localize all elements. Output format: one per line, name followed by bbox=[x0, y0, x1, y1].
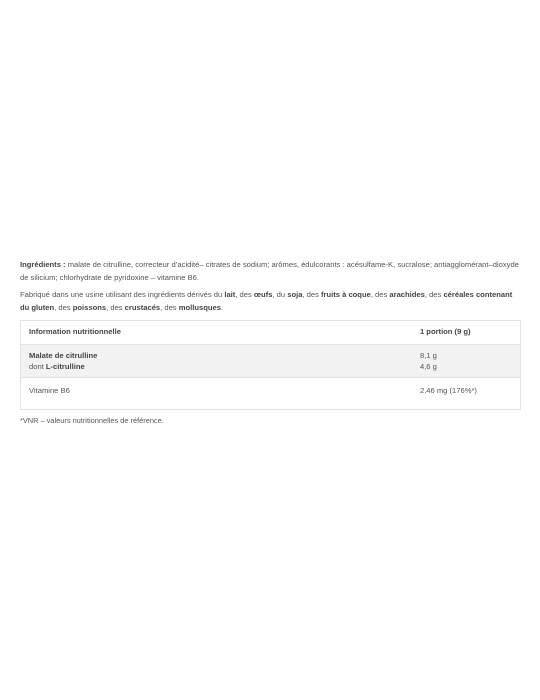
allergen-eggs: œufs bbox=[253, 290, 273, 299]
allergens-text: . bbox=[220, 303, 224, 312]
product-info bbox=[20, 258, 522, 427]
table-header-row bbox=[21, 321, 521, 345]
allergens-text: , des bbox=[160, 303, 179, 312]
sub-nutrient-prefix: dont bbox=[29, 362, 46, 371]
ingredients-label: Ingrédients : bbox=[20, 260, 66, 269]
allergens-paragraph bbox=[20, 288, 522, 314]
allergen-tree-nuts: fruits à coque bbox=[321, 290, 371, 299]
allergens-text: Fabriqué dans une usine utilisant des ingrédients dérivés du bbox=[20, 290, 225, 299]
allergen-peanuts: arachides bbox=[389, 290, 425, 299]
allergens-text: , du bbox=[272, 290, 288, 299]
allergen-soy: soja bbox=[287, 290, 303, 299]
ingredients-paragraph bbox=[20, 258, 522, 284]
nutrient-name: Malate de citrulline bbox=[29, 351, 98, 360]
nutrient-value: 2,46 mg (176%*) bbox=[412, 378, 521, 410]
header-label: Information nutritionnelle bbox=[21, 321, 412, 345]
allergens-text: , des bbox=[302, 290, 322, 299]
nutrition-table bbox=[20, 320, 521, 410]
sub-nutrient-value: 4,6 g bbox=[419, 362, 437, 371]
allergen-fish: poissons bbox=[72, 303, 107, 312]
sub-nutrient-name: L-citrulline bbox=[45, 362, 85, 371]
row-value bbox=[412, 345, 521, 378]
nutrient-value: 8,1 g bbox=[419, 351, 437, 360]
allergens-text: , des bbox=[235, 290, 254, 299]
ingredients-text: malate de citrulline, correcteur d’acidité– citrates de sodium; arômes, édulcorants : acésulfame-K, sucralose; antiagglomérant–dioxyde de silicium; chlorhydrate de pyridoxine – vitamine B6. bbox=[20, 260, 519, 282]
header-value: 1 portion (9 g) bbox=[412, 321, 521, 345]
allergens-text: , des bbox=[370, 290, 390, 299]
row-label bbox=[21, 345, 412, 378]
allergen-crustaceans: crustacés bbox=[124, 303, 161, 312]
allergen-molluscs: mollusques bbox=[178, 303, 221, 312]
table-row bbox=[21, 378, 521, 410]
allergen-gluten: céréales contenant du gluten bbox=[20, 290, 513, 312]
allergens-text: , des bbox=[424, 290, 444, 299]
nutrient-name: Vitamine B6 bbox=[21, 378, 412, 410]
allergens-text: , des bbox=[54, 303, 73, 312]
allergen-milk: lait bbox=[224, 290, 236, 299]
footnote: *VNR – valeurs nutritionnelles de référence. bbox=[20, 416, 164, 425]
table-row bbox=[21, 345, 521, 378]
allergens-text: , des bbox=[106, 303, 125, 312]
sub-nutrient bbox=[29, 361, 404, 372]
